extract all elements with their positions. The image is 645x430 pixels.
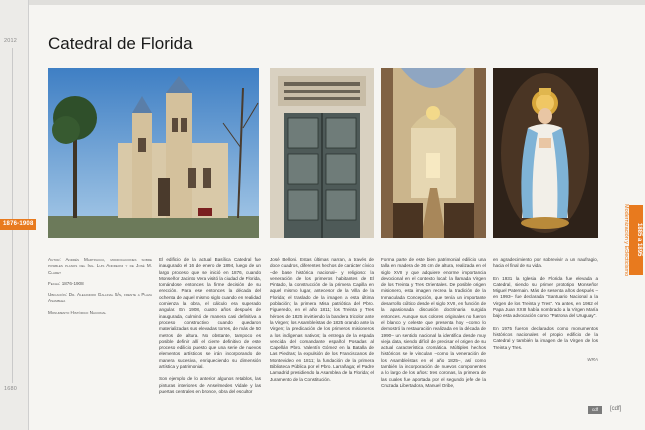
paragraph: en agradecimiento por sobrevivir a un naufragio, hacia el final de su vida.: [493, 257, 598, 269]
body-column-5: [493, 257, 598, 369]
timeline-sidebar: [0, 0, 29, 430]
caption-location: Ubicación: Dr. Alejandro Gallinal 5/n, frente a Plaza Asamblea: [48, 292, 152, 304]
footer-page-mark: [cdf]: [610, 406, 622, 412]
body-column-3: [270, 257, 374, 389]
bronze-door-image: [270, 68, 374, 238]
caption-author: Autor: Andrés Martinucci, modificaciones sobre posibles planos del Ing. Luis Andreoni y de José M. Claret: [48, 257, 152, 275]
caption-status: Monumento Histórico Nacional: [48, 309, 107, 315]
nave-interior-image: [381, 68, 486, 238]
page-title: Catedral de Florida: [48, 34, 193, 53]
paragraph: En 1975 fueron declarados como monumentos históricos nacionales el propio edificio de la Catedral y también la imagen de la Virgen de los Treinta y Tres.: [493, 325, 598, 350]
paragraph: José Belloni. Estas últimas narran, a través de doce cuadros, diferentes hechos de carácter cívico –de base histórica nacional– y religioso: la veneración de los primeros habitantes de El Pintado, la construcción de la primera Capilla en aquel mismo lugar, antecesor de la Villa de la Florida; el traslado de la imagen a esta última población; la primera Misa patriótica del Pbro. Figueredo, en el año 1811; los Treinta y Tres héroes de 1825 invirtiendo la bandera tricolor ante la Virgen; los Asambleístas de 1825 orando ante la Virgen; la predicación de los primeros misioneros a los indígenas nativos; la entrega de la espada vencida del comandante español Posadas al Capellán Pbro. Valentín Gómez en la Batalla de Las Piedras; la expulsión de los Franciscanos de Montevideo en 1811; la fundación de la primera Biblioteca Pública por el Pbro. Larrañaga; el Padre Lamadrid presidiendo la Asamblea de la Florida; el Juramento de la Constitución.: [270, 257, 374, 382]
timeline-marker-label: 1876-1908: [3, 221, 34, 227]
timeline-bottom-year: 1680: [4, 386, 18, 392]
timeline-line: [12, 48, 13, 383]
photo-bronze-door: [270, 68, 374, 238]
author-signature: WRA: [587, 356, 598, 362]
paragraph: Forma parte de este bien patrimonial edilicio una talla en madera de 36 cm de altura, realizada en el siglo XVII y que adquiere enorme importancia devocional en el contexto local: la llamada Virgen de los Treinta y Tres Orientales. De posible origen misionero, esta imagen recrea la tradición de la Inmaculada Concepción, que tenía un importante desarrollo cúltico desde el siglo XVII, en función de la apasionada discusión doctrinaria surgida entonces. Aunque sus colores originales no fueron el blanco y celeste que presenta hoy –como lo demostró la restauración realizada en la década de 1990– un sentido nacional la identifica desde muy vieja data, siendo difícil de precisar el origen de su actual característica cromática. Múltiples hechos históricos se le vinculan –como la veneración de los Asambleístas en el año 1825–, así como también la incorporación de nuevos componentes a lo largo de los años: tres coronas, la primera de las cuales fue aportada por el segundo jefe de la Cruzada Libertadora, Manuel Oribe,: [381, 257, 486, 388]
top-bar: [0, 0, 645, 5]
photo-interior: [381, 68, 486, 238]
body-column-4: [381, 257, 486, 395]
paragraph: El edificio de la actual Basílica Catedral fue inaugurado el 16 de enero de 1894, luego de un largo proceso que se inició en 1876, cuando Monseñor Jacinto Vera visitó la ciudad de Florida, tomándose entonces la firme decisión de su erección. Para ese entonces la década del ochenta de aquel mismo siglo cuando en realidad comienza la obra, el cálculo era superado angular. En 1908, cuatro años después de inaugurada, culminó de manera casi definitiva a proceso constructivo cuando quedaron materializadas sus elevadas torres, de más de 50 metros de altura. No obstante, tampoco es posible definir allí el cierre definitivo de este proceso edilicio puesto que una serie de nuevos elementos artísticos se irán incorporando de manera sucesiva, enriqueciendo su dimensión artística y patrimonial.: [159, 257, 261, 370]
photo-exterior: [48, 68, 259, 238]
body-column-2: [159, 257, 261, 401]
virgin-statue-image: [493, 68, 598, 238]
caption-date: Fecha: 1876-1908: [48, 280, 84, 286]
timeline-top-year: 2012: [4, 38, 18, 44]
paragraph: En 1931 la Iglesia de Florida fue elevada a Catedral, siendo su primer prototipo Monseñor Miguel Paternain. Más de sesenta años después –en 1993– fue declarada "Santuario Nacional a la Virgen de los Treinta y Tres". Ya antes, en 1962 el Papa Juan XXIII había nombrado a la Virgen María bajo esta advocación como "Patrona del Uruguay".: [493, 275, 598, 319]
footer-logo: cdf: [588, 406, 602, 414]
photo-virgin: [493, 68, 598, 238]
cathedral-exterior-image: [48, 68, 259, 238]
caption-column: [48, 257, 152, 321]
side-tab-label: 1885 a 1895: [636, 223, 642, 257]
side-series-label: Modernización y Eclecticismo: [623, 203, 629, 277]
paragraph: Son ejemplo de lo anterior algunos retablos, las pinturas interiores de Anselmedes Vidale y las puertas centrales en bronce, obra del escultor: [159, 376, 261, 394]
